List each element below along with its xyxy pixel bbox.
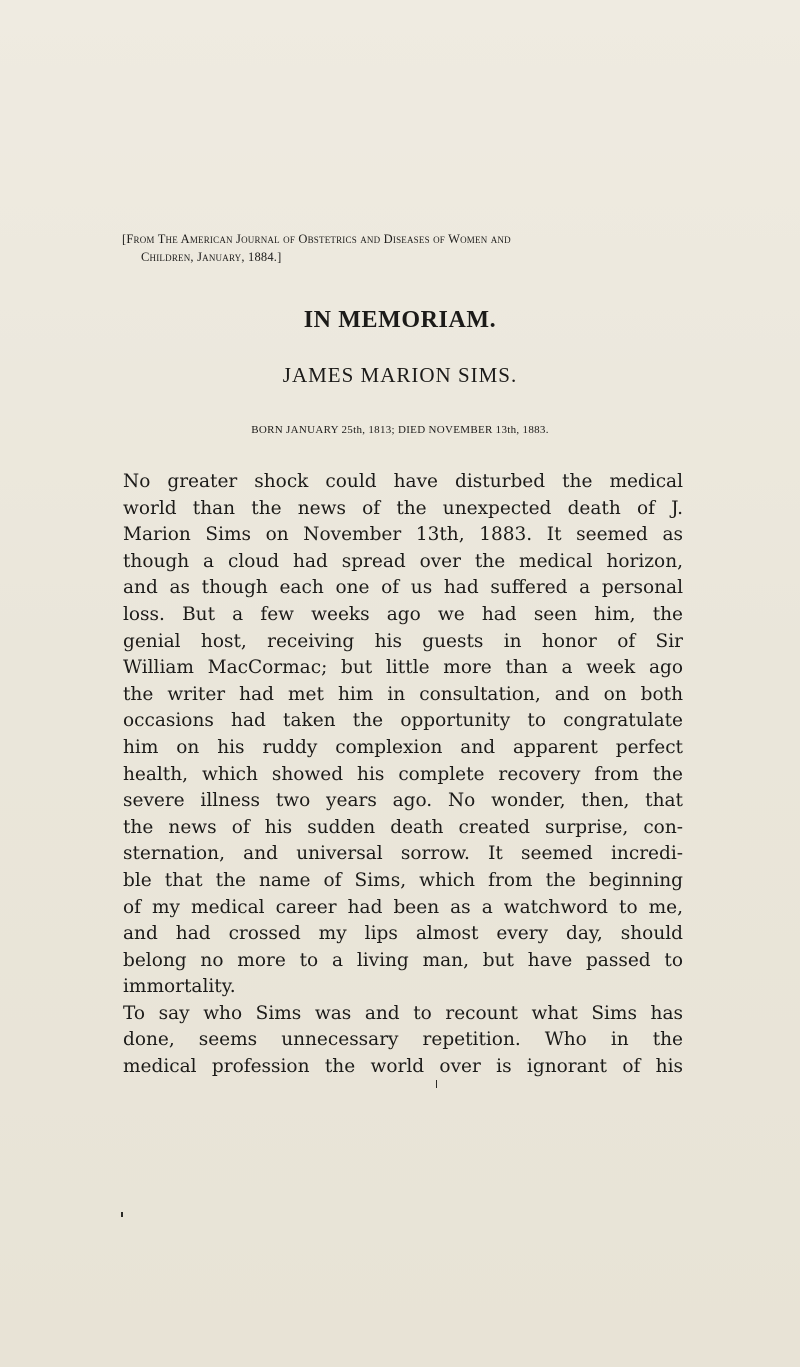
body-text (123, 469, 683, 1081)
text-line: No greater shock could have disturbed the medical (123, 471, 683, 492)
birth-death-dates: BORN JANUARY 25th, 1813; DIED NOVEMBER 13th, 1883. (251, 424, 549, 436)
print-speck (436, 1080, 437, 1088)
source-line-1: [From The American Journal of Obstetrics and Diseases of Women and (122, 232, 511, 246)
print-speck (121, 1212, 123, 1217)
text-line: belong no more to a living man, but have passed to (123, 949, 683, 971)
text-line: sternation, and universal sorrow. It seemed incredi- (123, 843, 683, 865)
text-line: ble that the name of Sims, which from the beginning (123, 869, 683, 891)
source-citation (122, 230, 682, 266)
text-line: genial host, receiving his guests in honor of Sir (123, 630, 683, 652)
text-line: him on his ruddy complexion and apparent perfect (123, 736, 683, 758)
subject-name: JAMES MARION SIMS. (282, 363, 518, 387)
text-line: William MacCormac; but little more than a week ago (123, 657, 683, 679)
text-line: Marion Sims on November 13th, 1883. It seemed as (123, 524, 683, 546)
text-line: of my medical career had been as a watchword to me, (123, 896, 683, 918)
text-line: severe illness two years ago. No wonder, then, that (123, 790, 683, 812)
text-line: and had crossed my lips almost every day, should (123, 923, 683, 945)
text-line: though a cloud had spread over the medical horizon, (123, 550, 683, 572)
text-line: and as though each one of us had suffered a personal (123, 577, 683, 599)
text-line: done, seems unnecessary repetition. Who in the (123, 1029, 683, 1051)
text-line: loss. But a few weeks ago we had seen him, the (123, 603, 683, 625)
text-line: the writer had met him in consultation, and on both (123, 683, 683, 705)
text-line: immortality. (123, 976, 236, 998)
text-line: the news of his sudden death created surprise, con- (123, 816, 683, 838)
text-line: health, which showed his complete recovery from the (123, 763, 683, 785)
source-line-2: Children, January, 1884.] (141, 250, 282, 264)
text-line: medical profession the world over is ignorant of his (123, 1056, 683, 1078)
text-line: occasions had taken the opportunity to congratulate (123, 710, 683, 732)
text-line: To say who Sims was and to recount what Sims has (123, 1002, 683, 1024)
page-title: IN MEMORIAM. (303, 307, 497, 333)
text-line: world than the news of the unexpected death of J. (123, 497, 683, 519)
